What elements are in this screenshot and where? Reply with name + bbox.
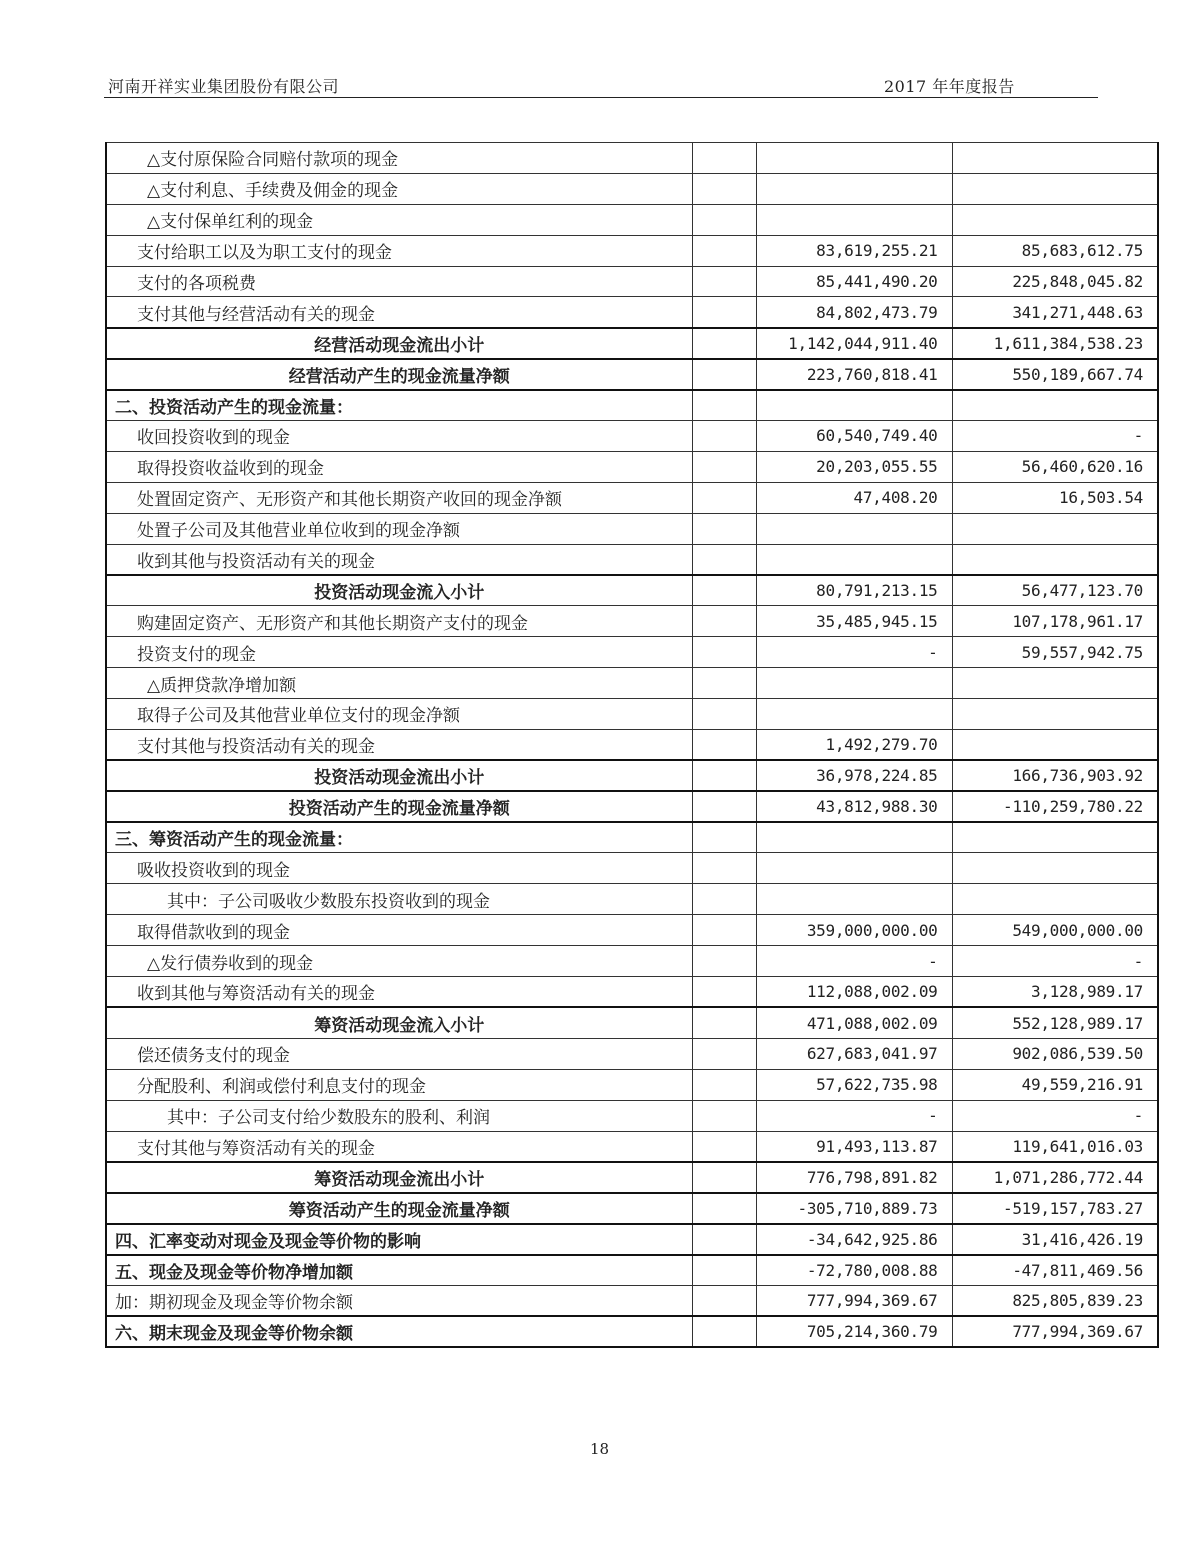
row-note-cell	[692, 513, 756, 544]
row-current-amount: 60,540,749.40	[756, 421, 952, 452]
row-prior-amount	[952, 729, 1158, 760]
row-item-label: 二、投资活动产生的现金流量：	[106, 390, 692, 421]
row-note-cell	[692, 204, 756, 235]
row-note-cell	[692, 668, 756, 699]
row-note-cell	[692, 1224, 756, 1255]
table-row	[106, 1038, 1158, 1069]
table-row	[106, 544, 1158, 575]
row-prior-amount: 166,736,903.92	[952, 760, 1158, 791]
header-company-name: 河南开祥实业集团股份有限公司	[108, 77, 340, 96]
row-item-label: 筹资活动产生的现金流量净额	[106, 1193, 692, 1224]
row-item-label: 经营活动现金流出小计	[106, 328, 692, 359]
table-row	[106, 791, 1158, 822]
row-current-amount: 84,802,473.79	[756, 297, 952, 328]
table-row	[106, 915, 1158, 946]
table-row	[106, 328, 1158, 359]
row-item-label: △质押贷款净增加额	[106, 668, 692, 699]
table-row	[106, 482, 1158, 513]
row-prior-amount	[952, 173, 1158, 204]
row-current-amount: 776,798,891.82	[756, 1162, 952, 1193]
row-current-amount: 35,485,945.15	[756, 606, 952, 637]
row-prior-amount: 3,128,989.17	[952, 977, 1158, 1008]
row-item-label: 其中：子公司支付给少数股东的股利、利润	[106, 1100, 692, 1131]
row-current-amount: 777,994,369.67	[756, 1285, 952, 1316]
row-note-cell	[692, 1285, 756, 1316]
row-note-cell	[692, 946, 756, 977]
row-prior-amount	[952, 204, 1158, 235]
row-item-label: 取得子公司及其他营业单位支付的现金净额	[106, 699, 692, 730]
table-row	[106, 266, 1158, 297]
table-row	[106, 575, 1158, 606]
row-note-cell	[692, 1100, 756, 1131]
row-prior-amount: 85,683,612.75	[952, 235, 1158, 266]
table-row	[106, 143, 1158, 174]
row-item-label: 支付其他与投资活动有关的现金	[106, 729, 692, 760]
row-note-cell	[692, 359, 756, 390]
row-current-amount: 57,622,735.98	[756, 1069, 952, 1100]
row-item-label: 四、汇率变动对现金及现金等价物的影响	[106, 1224, 692, 1255]
table-row	[106, 1224, 1158, 1255]
row-note-cell	[692, 822, 756, 853]
row-item-label: 投资活动产生的现金流量净额	[106, 791, 692, 822]
row-note-cell	[692, 760, 756, 791]
row-prior-amount: -	[952, 421, 1158, 452]
row-prior-amount	[952, 884, 1158, 915]
table-row	[106, 760, 1158, 791]
row-prior-amount: 1,611,384,538.23	[952, 328, 1158, 359]
row-current-amount: -	[756, 637, 952, 668]
row-item-label: 收回投资收到的现金	[106, 421, 692, 452]
row-prior-amount: 552,128,989.17	[952, 1007, 1158, 1038]
row-item-label: 经营活动产生的现金流量净额	[106, 359, 692, 390]
row-note-cell	[692, 266, 756, 297]
row-item-label: 投资活动现金流出小计	[106, 760, 692, 791]
table-row	[106, 204, 1158, 235]
row-note-cell	[692, 977, 756, 1008]
row-prior-amount: 341,271,448.63	[952, 297, 1158, 328]
row-note-cell	[692, 1162, 756, 1193]
row-current-amount: 1,492,279.70	[756, 729, 952, 760]
row-prior-amount: 16,503.54	[952, 482, 1158, 513]
row-prior-amount: 902,086,539.50	[952, 1038, 1158, 1069]
row-current-amount: 359,000,000.00	[756, 915, 952, 946]
row-current-amount: 112,088,002.09	[756, 977, 952, 1008]
row-prior-amount: 549,000,000.00	[952, 915, 1158, 946]
table-row	[106, 946, 1158, 977]
row-note-cell	[692, 482, 756, 513]
header-report-title: 2017 年年度报告	[884, 77, 1015, 96]
row-current-amount: -72,780,008.88	[756, 1255, 952, 1286]
table-row	[106, 390, 1158, 421]
page-number: 18	[589, 1440, 610, 1458]
row-prior-amount: 56,460,620.16	[952, 451, 1158, 482]
row-current-amount	[756, 822, 952, 853]
table-row	[106, 1162, 1158, 1193]
row-prior-amount: 119,641,016.03	[952, 1131, 1158, 1162]
row-item-label: 其中：子公司吸收少数股东投资收到的现金	[106, 884, 692, 915]
row-current-amount: 1,142,044,911.40	[756, 328, 952, 359]
row-prior-amount: 825,805,839.23	[952, 1285, 1158, 1316]
row-note-cell	[692, 451, 756, 482]
row-current-amount: 43,812,988.30	[756, 791, 952, 822]
table-row	[106, 884, 1158, 915]
cash-flow-table	[105, 142, 1159, 1348]
row-note-cell	[692, 1038, 756, 1069]
table-row	[106, 235, 1158, 266]
row-prior-amount: 550,189,667.74	[952, 359, 1158, 390]
row-item-label: 支付的各项税费	[106, 266, 692, 297]
row-item-label: △支付保单红利的现金	[106, 204, 692, 235]
row-item-label: 加：期初现金及现金等价物余额	[106, 1285, 692, 1316]
table-row	[106, 1131, 1158, 1162]
row-item-label: 筹资活动现金流入小计	[106, 1007, 692, 1038]
row-note-cell	[692, 235, 756, 266]
row-current-amount	[756, 204, 952, 235]
cash-flow-table-body	[106, 143, 1158, 1348]
row-item-label: 三、筹资活动产生的现金流量：	[106, 822, 692, 853]
row-note-cell	[692, 390, 756, 421]
table-row	[106, 513, 1158, 544]
row-item-label: 取得投资收益收到的现金	[106, 451, 692, 482]
row-prior-amount: -	[952, 946, 1158, 977]
row-current-amount: 705,214,360.79	[756, 1316, 952, 1347]
row-prior-amount	[952, 822, 1158, 853]
row-current-amount: 80,791,213.15	[756, 575, 952, 606]
row-note-cell	[692, 915, 756, 946]
row-prior-amount: 56,477,123.70	[952, 575, 1158, 606]
row-current-amount	[756, 668, 952, 699]
row-item-label: 投资活动现金流入小计	[106, 575, 692, 606]
row-prior-amount	[952, 390, 1158, 421]
row-current-amount: -305,710,889.73	[756, 1193, 952, 1224]
row-prior-amount	[952, 544, 1158, 575]
row-current-amount: -34,642,925.86	[756, 1224, 952, 1255]
row-item-label: 收到其他与投资活动有关的现金	[106, 544, 692, 575]
row-note-cell	[692, 143, 756, 174]
table-row	[106, 1069, 1158, 1100]
row-prior-amount: 107,178,961.17	[952, 606, 1158, 637]
table-row	[106, 451, 1158, 482]
table-row	[106, 359, 1158, 390]
row-note-cell	[692, 1255, 756, 1286]
row-prior-amount	[952, 853, 1158, 884]
table-row	[106, 1007, 1158, 1038]
table-row	[106, 822, 1158, 853]
row-item-label: △发行债券收到的现金	[106, 946, 692, 977]
row-item-label: 投资支付的现金	[106, 637, 692, 668]
row-prior-amount	[952, 513, 1158, 544]
row-item-label: 支付给职工以及为职工支付的现金	[106, 235, 692, 266]
row-current-amount: 471,088,002.09	[756, 1007, 952, 1038]
row-item-label: 六、期末现金及现金等价物余额	[106, 1316, 692, 1347]
row-note-cell	[692, 729, 756, 760]
table-row	[106, 637, 1158, 668]
row-note-cell	[692, 637, 756, 668]
row-note-cell	[692, 544, 756, 575]
row-prior-amount: 1,071,286,772.44	[952, 1162, 1158, 1193]
row-item-label: 筹资活动现金流出小计	[106, 1162, 692, 1193]
row-note-cell	[692, 1131, 756, 1162]
row-item-label: 收到其他与筹资活动有关的现金	[106, 977, 692, 1008]
row-current-amount: 627,683,041.97	[756, 1038, 952, 1069]
table-row	[106, 729, 1158, 760]
row-note-cell	[692, 328, 756, 359]
row-prior-amount: -	[952, 1100, 1158, 1131]
row-note-cell	[692, 421, 756, 452]
row-item-label: 支付其他与经营活动有关的现金	[106, 297, 692, 328]
row-prior-amount	[952, 699, 1158, 730]
row-current-amount	[756, 390, 952, 421]
row-prior-amount: 777,994,369.67	[952, 1316, 1158, 1347]
row-current-amount: 83,619,255.21	[756, 235, 952, 266]
row-current-amount	[756, 884, 952, 915]
row-item-label: △支付利息、手续费及佣金的现金	[106, 173, 692, 204]
row-note-cell	[692, 1316, 756, 1347]
table-row	[106, 853, 1158, 884]
table-row	[106, 421, 1158, 452]
table-row	[106, 1255, 1158, 1286]
row-current-amount: 20,203,055.55	[756, 451, 952, 482]
row-note-cell	[692, 853, 756, 884]
row-current-amount	[756, 699, 952, 730]
table-row	[106, 668, 1158, 699]
row-prior-amount: -47,811,469.56	[952, 1255, 1158, 1286]
row-prior-amount: -519,157,783.27	[952, 1193, 1158, 1224]
header-divider	[104, 97, 1098, 98]
row-item-label: 处置子公司及其他营业单位收到的现金净额	[106, 513, 692, 544]
table-row	[106, 297, 1158, 328]
table-row	[106, 606, 1158, 637]
row-note-cell	[692, 575, 756, 606]
table-row	[106, 1285, 1158, 1316]
row-prior-amount: 225,848,045.82	[952, 266, 1158, 297]
row-note-cell	[692, 606, 756, 637]
row-current-amount: 85,441,490.20	[756, 266, 952, 297]
table-row	[106, 699, 1158, 730]
row-prior-amount: 49,559,216.91	[952, 1069, 1158, 1100]
row-note-cell	[692, 173, 756, 204]
table-row	[106, 1193, 1158, 1224]
table-row	[106, 1316, 1158, 1347]
row-item-label: 取得借款收到的现金	[106, 915, 692, 946]
row-current-amount	[756, 544, 952, 575]
row-prior-amount: 59,557,942.75	[952, 637, 1158, 668]
row-note-cell	[692, 1193, 756, 1224]
table-row	[106, 977, 1158, 1008]
row-current-amount: 47,408.20	[756, 482, 952, 513]
row-prior-amount	[952, 668, 1158, 699]
row-note-cell	[692, 884, 756, 915]
row-current-amount: -	[756, 946, 952, 977]
row-current-amount: 223,760,818.41	[756, 359, 952, 390]
row-item-label: 处置固定资产、无形资产和其他长期资产收回的现金净额	[106, 482, 692, 513]
row-current-amount	[756, 853, 952, 884]
table-row	[106, 1100, 1158, 1131]
row-item-label: △支付原保险合同赔付款项的现金	[106, 143, 692, 174]
row-item-label: 支付其他与筹资活动有关的现金	[106, 1131, 692, 1162]
row-current-amount	[756, 513, 952, 544]
table-row	[106, 173, 1158, 204]
row-note-cell	[692, 791, 756, 822]
row-item-label: 吸收投资收到的现金	[106, 853, 692, 884]
row-current-amount: 91,493,113.87	[756, 1131, 952, 1162]
row-current-amount	[756, 173, 952, 204]
row-item-label: 偿还债务支付的现金	[106, 1038, 692, 1069]
row-item-label: 分配股利、利润或偿付利息支付的现金	[106, 1069, 692, 1100]
row-prior-amount: -110,259,780.22	[952, 791, 1158, 822]
row-item-label: 购建固定资产、无形资产和其他长期资产支付的现金	[106, 606, 692, 637]
row-note-cell	[692, 699, 756, 730]
row-current-amount: 36,978,224.85	[756, 760, 952, 791]
row-prior-amount	[952, 143, 1158, 174]
row-current-amount	[756, 143, 952, 174]
row-note-cell	[692, 1069, 756, 1100]
row-note-cell	[692, 297, 756, 328]
row-prior-amount: 31,416,426.19	[952, 1224, 1158, 1255]
row-note-cell	[692, 1007, 756, 1038]
row-item-label: 五、现金及现金等价物净增加额	[106, 1255, 692, 1286]
row-current-amount: -	[756, 1100, 952, 1131]
